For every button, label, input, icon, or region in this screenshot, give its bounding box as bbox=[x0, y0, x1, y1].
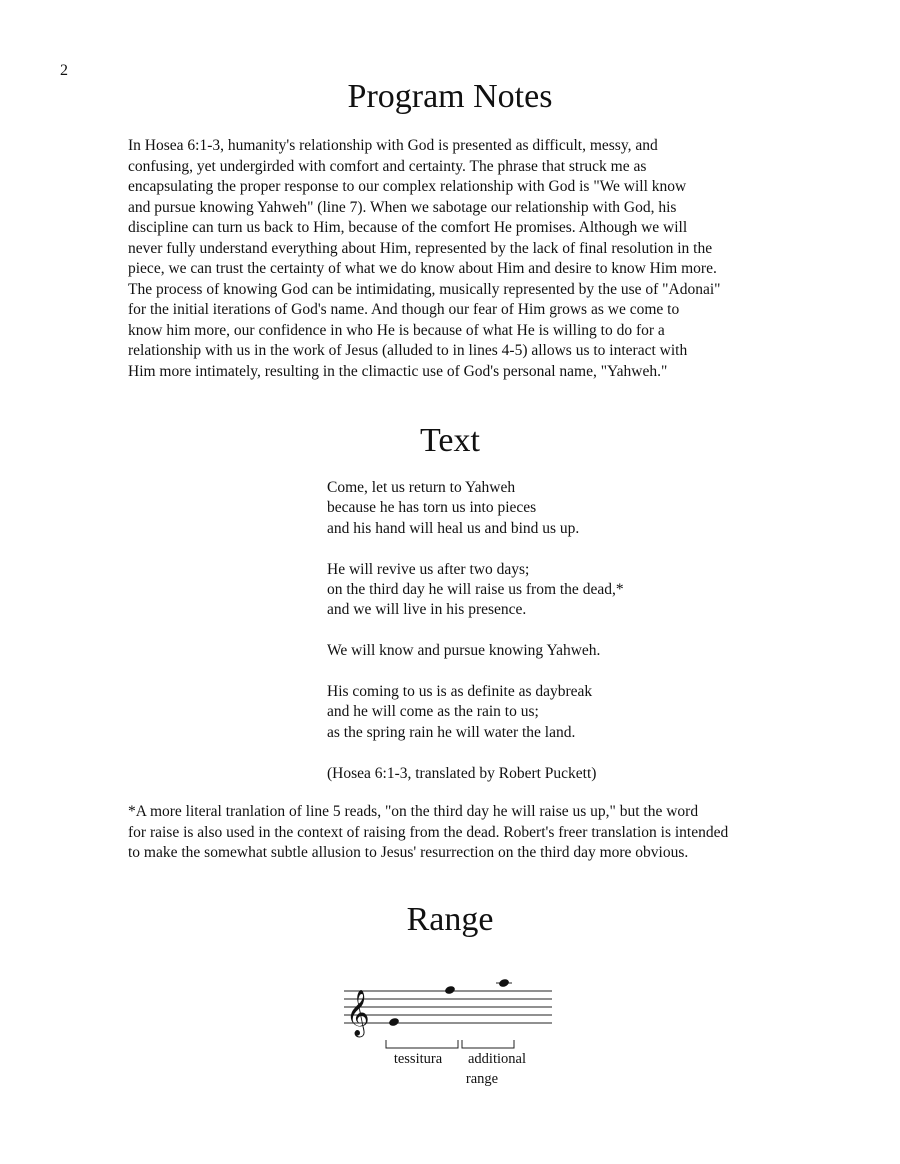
notes-line: In Hosea 6:1-3, humanity's relationship with God is presented as difficult, messy, and bbox=[128, 137, 658, 154]
program-notes-heading: Program Notes bbox=[347, 78, 553, 115]
staff-lines bbox=[344, 991, 552, 1023]
tessitura-bracket bbox=[386, 1040, 458, 1048]
notes-line: and pursue knowing Yahweh" (line 7). When we sabotage our relationship with God, his bbox=[128, 198, 677, 216]
program-notes-body bbox=[128, 136, 828, 382]
notes-line: encapsulating the proper response to our complex relationship with God is "We will know bbox=[128, 178, 687, 195]
footnote-line: to make the somewhat subtle allusion to Jesus' resurrection on the third day more obvious. bbox=[128, 844, 689, 861]
additional-range-label-line1: additional bbox=[468, 1051, 526, 1067]
notes-line: confusing, yet undergirded with comfort and certainty. The phrase that struck me as bbox=[128, 157, 647, 175]
tessitura-label: tessitura bbox=[393, 1051, 443, 1067]
notes-line: for the initial iterations of God's name. And though our fear of Him grows as we come to bbox=[128, 301, 680, 318]
footnote-line: *A more literal tranlation of line 5 reads, "on the third day he will raise us up," but the word bbox=[128, 803, 699, 820]
poem-line: and we will live in his presence. bbox=[327, 601, 527, 619]
notes-line: The process of knowing God can be intimidating, musically represented by the use of "Adonai" bbox=[128, 280, 721, 298]
additional-range-label-line2: range bbox=[465, 1071, 499, 1087]
citation bbox=[327, 764, 727, 784]
poem-line: because he has torn us into pieces bbox=[327, 499, 537, 517]
poem-line: as the spring rain he will water the land. bbox=[327, 723, 576, 741]
poem-line: and he will come as the rain to us; bbox=[327, 703, 539, 721]
footnote bbox=[128, 802, 848, 864]
poem-line: His coming to us is as definite as daybreak bbox=[327, 683, 593, 701]
notes-line: piece, we can trust the certainty of what we do know about Him and desire to know Him more. bbox=[128, 260, 717, 277]
treble-clef-icon: 𝄞 bbox=[346, 990, 370, 1036]
notes-line: never fully understand everything about Him, represented by the lack of final resolution in the bbox=[128, 239, 713, 257]
poem-line: He will revive us after two days; bbox=[327, 560, 530, 578]
text-heading: Text bbox=[420, 422, 480, 459]
stanza bbox=[327, 560, 727, 621]
stanza bbox=[327, 641, 727, 661]
notes-line: Him more intimately, resulting in the climactic use of God's personal name, "Yahweh." bbox=[128, 362, 668, 380]
highest-note bbox=[498, 978, 510, 988]
notes-line: relationship with us in the work of Jesus (alluded to in lines 4-5) allows us to interact with bbox=[128, 342, 688, 359]
notes-line: know him more, our confidence in who He is because of what He is willing to do for a bbox=[128, 321, 665, 339]
additional-range-bracket bbox=[462, 1040, 514, 1048]
notes-line: discipline can turn us back to Him, because of the comfort He promises. Although we will bbox=[128, 219, 688, 236]
poem-text bbox=[327, 478, 727, 804]
page-number: 2 bbox=[60, 62, 68, 79]
citation-text: (Hosea 6:1-3, translated by Robert Puckett) bbox=[327, 764, 597, 782]
poem-line: on the third day he will raise us from the dead,* bbox=[327, 581, 624, 599]
poem-line: We will know and pursue knowing Yahweh. bbox=[327, 642, 601, 660]
poem-line: and his hand will heal us and bind us up. bbox=[327, 519, 580, 537]
stanza bbox=[327, 478, 727, 539]
range-heading: Range bbox=[406, 901, 494, 938]
lowest-note bbox=[388, 1017, 400, 1027]
tessitura-top-note bbox=[444, 985, 456, 995]
poem-line: Come, let us return to Yahweh bbox=[327, 479, 516, 496]
stanza bbox=[327, 682, 727, 743]
footnote-line: for raise is also used in the context of raising from the dead. Robert's freer translation is intended bbox=[128, 823, 729, 841]
